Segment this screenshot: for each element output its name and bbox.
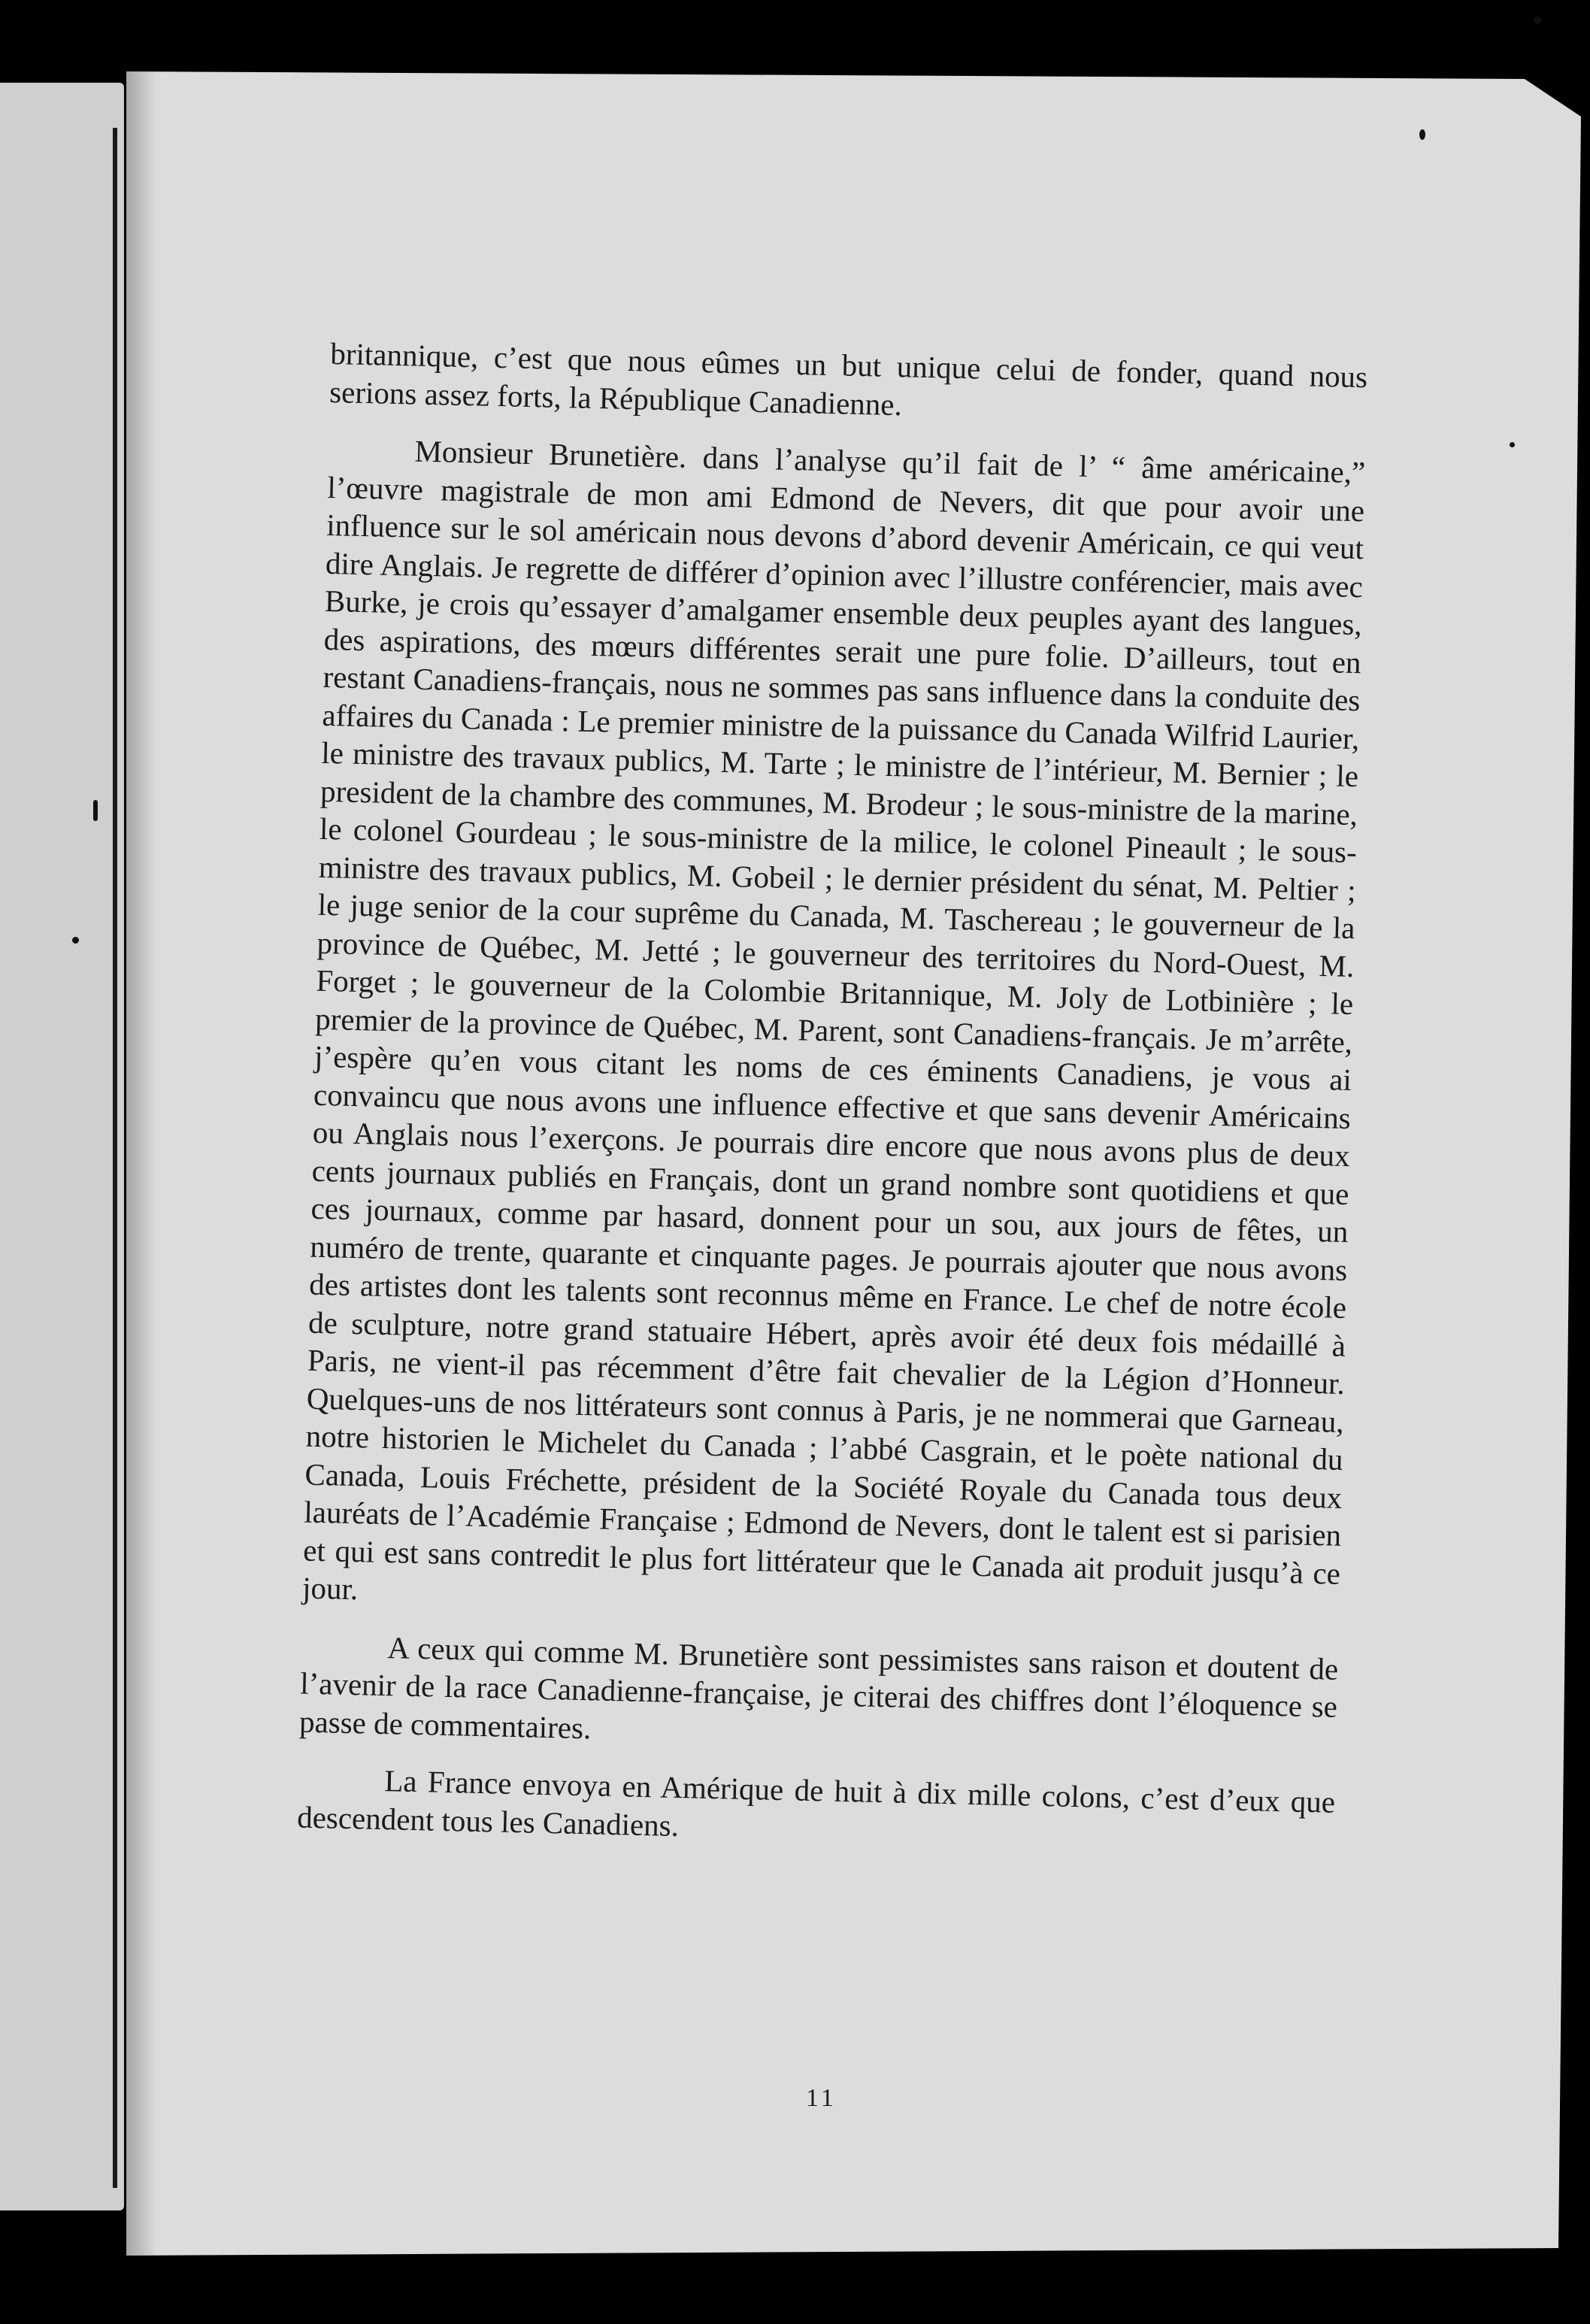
scan-speck [1419,129,1425,140]
scan-speck [1534,17,1541,24]
body-text [296,335,1368,1879]
page-gutter-shadow [126,71,156,2256]
page-number: 11 [806,2084,837,2112]
paragraph-pessimistes: A ceux qui comme M. Brunetière sont pessimistes sans raison et doutent de l’avenir de la race Canadienne-française, je citerai des chiffres dont l’éloquence se passe de commentaires. [298,1629,1339,1745]
scan-speck [72,937,79,944]
paragraph-continued: britannique, c’est que nous eûmes un but unique celui de fonder, quand nous serions assez forts, la République Canadienne. [329,335,1368,422]
paragraph-brunetiere: Monsieur Brunetière. dans l’analyse qu’il fait de l’ “ âme américaine,” l’œuvre magistrale de mon ami Edmond de Nevers, dit que pour avoir une influence sur le sol américain nous devons d’abord devenir Américain, ce qui veut dire Anglais. Je regrette de différer d’opinion avec l’illustre conférencier, mais avec Burke, je crois qu’essayer d’amalgamer ensemble deux peuples ayant des langues, des aspirations, des mœurs différentes serait une pure folie. D’ailleurs, tout en restant Canadiens-français, nous ne sommes pas sans influence dans la conduite des affaires du Canada : Le premier ministre de la puissance du Canada Wilfrid Laurier, le ministre des travaux publics, M. Tarte ; le ministre de l’intérieur, M. Bernier ; le president de la chambre des communes, M. Brodeur ; le sous-ministre de la marine, le colonel Gourdeau ; le sous-ministre de la milice, le colonel Pineault ; le sous-ministre des travaux publics, M. Gobeil ; le dernier président du sénat, M. Peltier ; le juge senior de la cour suprême du Canada, M. Taschereau ; le gouverneur de la province de Québec, M. Jetté ; le gouverneur des territoires du Nord-Ouest, M. Forget ; le gouverneur de la Colombie Britannique, M. Joly de Lotbinière ; le premier de la province de Québec, M. Parent, sont Canadiens-français. Je m’arrête, j’espère qu’en vous citant les noms de ces éminents Canadiens, je vous ai convaincu que nous avons une influence effective et que sans devenir Américains ou Anglais nous l’exerçons. Je pourrais dire encore que nous avons plus de deux cents journaux publiés en Français, dont un grand nombre sont quotidiens et que ces journaux, comme par hasard, donnent pour un sou, aux jours de fêtes, un numéro de trente, quarante et cinquante pages. Je pourrais ajouter que nous avons des artistes dont les talents sont reconnus même en France. Le chef de notre école de sculpture, notre grand statuaire Hébert, après avoir été deux fois médaillé à Paris, ne vient-il pas récemment d’être fait chevalier de la Légion d’Honneur. Quelques-uns de nos littérateurs sont connus à Paris, je ne nommerai que Garneau, notre historien le Michelet du Canada ; l’abbé Casgrain, et le poète national du Canada, Louis Fréchette, président de la Société Royale du Canada tous deux lauréats de l’Académie Française ; Edmond de Nevers, dont le talent est si parisien et qui est sans contredit le plus fort littérateur que le Canada ait produit jusqu’à ce jour. [301,433,1366,1607]
binding-shadow-line [113,128,117,2188]
scan-speck [93,800,98,821]
left-page-edge [0,83,124,2210]
paragraph-colons: La France envoya en Amérique de huit à dix mille colons, c’est d’eux que descendent tous les Canadiens. [296,1763,1336,1843]
scan-speck [1510,442,1515,447]
